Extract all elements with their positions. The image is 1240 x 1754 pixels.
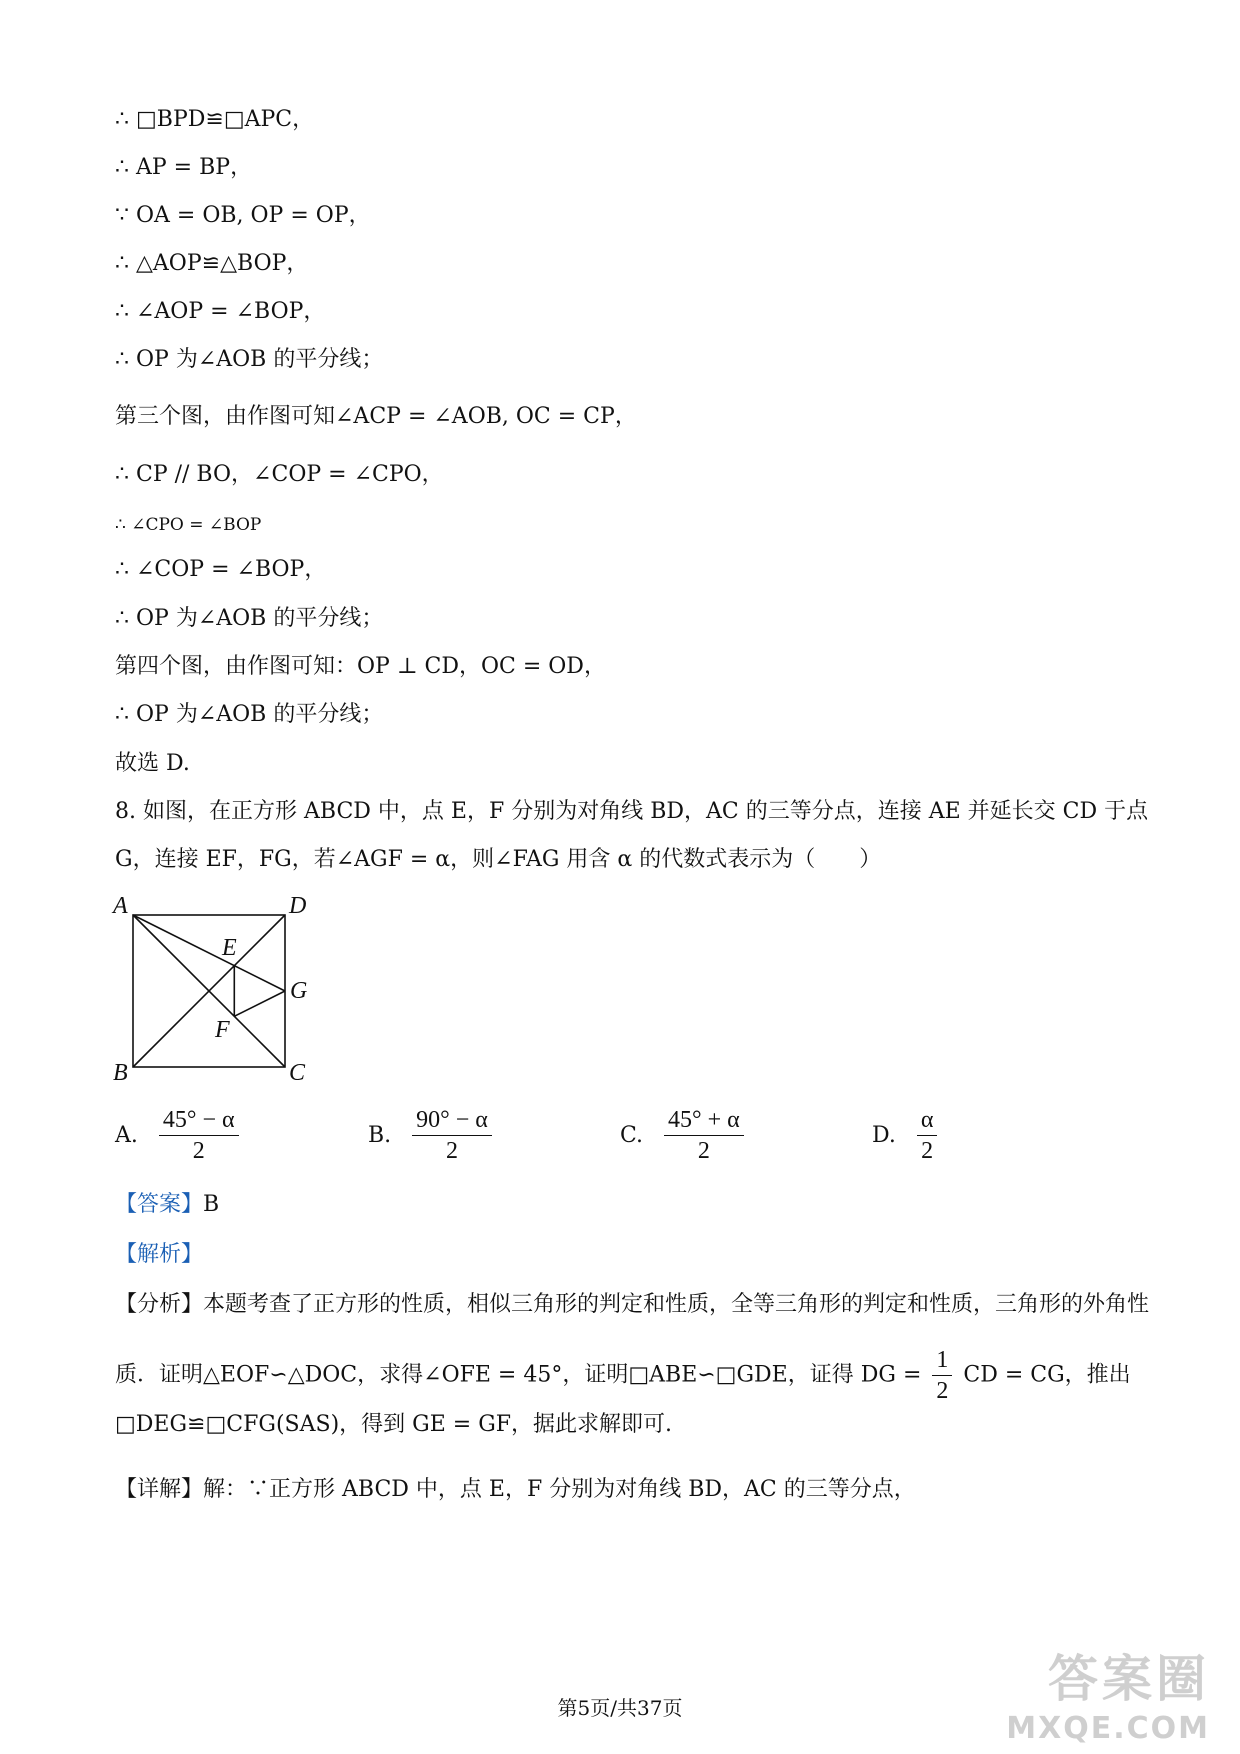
choice-label: C. [620,1123,644,1148]
solution-line-12: 第四个图，由作图可知：OP ⊥ CD，OC = OD， [115,654,606,679]
solution-line-7: 第三个图，由作图可知∠ACP = ∠AOB, OC = CP， [115,404,637,429]
fraction-numerator: 90° − α [412,1105,492,1136]
choice-fraction [917,1105,938,1166]
choice-label: B. [368,1123,392,1148]
fraction-denominator: 2 [446,1138,459,1164]
fraction-denominator: 2 [921,1138,934,1164]
choice-fraction [664,1105,744,1166]
solution-line-13: ∴ OP 为∠AOB 的平分线； [115,702,384,727]
analysis-line-2 [115,1345,1131,1406]
watermark-text: 答案圈 [1048,1650,1210,1708]
watermark-logo [1006,1639,1210,1746]
answer-line [115,1190,219,1220]
solution-line-4: ∴ △AOP≌△BOP， [115,251,309,276]
analysis-text-2b: CD = CG，推出 [963,1362,1131,1388]
fraction-denominator: 2 [936,1378,949,1404]
analysis-text-2a: 质．证明△EOF∽△DOC，求得∠OFE = 45°，证明□ABE∽□GDE，证得 DG = [115,1362,922,1388]
solution-line-3: ∵ OA = OB, OP = OP， [115,203,371,228]
detail-text: 解：∵正方形 ABCD 中，点 E，F 分别为对角线 BD，AC 的三等分点， [203,1477,916,1502]
solution-line-9: ∴ ∠CPO = ∠BOP [115,515,262,535]
solution-line-10: ∴ ∠COP = ∠BOP， [115,557,327,582]
analysis-tag: 【解析】 [115,1242,204,1267]
answer-tag: 【答案】 [115,1192,204,1217]
choice-label: D. [872,1123,896,1148]
solution-line-1: ∴ □BPD≌□APC， [115,107,315,132]
solution-line-6: ∴ OP 为∠AOB 的平分线； [115,347,384,372]
fraction-numerator: α [917,1105,938,1136]
detail-tag: 【详解】 [115,1477,204,1502]
analysis-line-3: □DEG≌□CFG(SAS)，得到 GE = GF，据此求解即可. [115,1412,673,1437]
label-d: D [289,895,307,919]
half-fraction [932,1345,952,1406]
solution-line-8: ∴ CP // BO，∠COP = ∠CPO， [115,462,444,487]
detail-line [115,1475,916,1505]
question-text-line-1: 8. 如图，在正方形 ABCD 中，点 E，F 分别为对角线 BD，AC 的三等分点，连接 AE 并延长交 CD 于点 [115,799,1149,824]
fraction-denominator: 2 [697,1138,710,1164]
label-e: E [222,935,237,961]
choice-c[interactable] [620,1105,748,1166]
label-a: A [113,895,128,919]
choice-a[interactable] [115,1105,243,1166]
fraction-numerator: 45° − α [159,1105,239,1136]
watermark-url: MXQE.COM [1006,1711,1210,1746]
solution-line-2: ∴ AP = BP， [115,155,253,180]
fraction-numerator: 1 [932,1345,952,1376]
choice-fraction [159,1105,239,1166]
label-c: C [289,1060,306,1080]
question-text-line-2: G，连接 EF，FG，若∠AGF = α，则∠FAG 用含 α 的代数式表示为（ ） [115,847,882,872]
choice-b[interactable] [368,1105,496,1166]
page-number: 第5页/共37页 [557,1696,683,1720]
analysis-heading [115,1240,203,1270]
solution-line-11: ∴ OP 为∠AOB 的平分线； [115,606,384,631]
analysis-sub-tag: 【分析】 [115,1292,204,1317]
fraction-denominator: 2 [192,1138,205,1164]
solution-line-5: ∴ ∠AOP = ∠BOP， [115,299,326,324]
analysis-line-1 [115,1290,1149,1320]
solution-line-14: 故选 D. [115,751,190,776]
choice-label: A. [115,1123,138,1148]
label-f: F [215,1017,230,1043]
label-g: G [290,978,308,1004]
fraction-numerator: 45° + α [664,1105,744,1136]
choice-fraction [412,1105,492,1166]
answer-value: B [203,1192,220,1217]
analysis-text-1: 本题考查了正方形的性质，相似三角形的判定和性质，全等三角形的判定和性质，三角形的外角性 [203,1292,1150,1317]
choice-d[interactable] [872,1105,941,1166]
square-geometry-figure [105,895,335,1080]
label-b: B [113,1060,128,1080]
